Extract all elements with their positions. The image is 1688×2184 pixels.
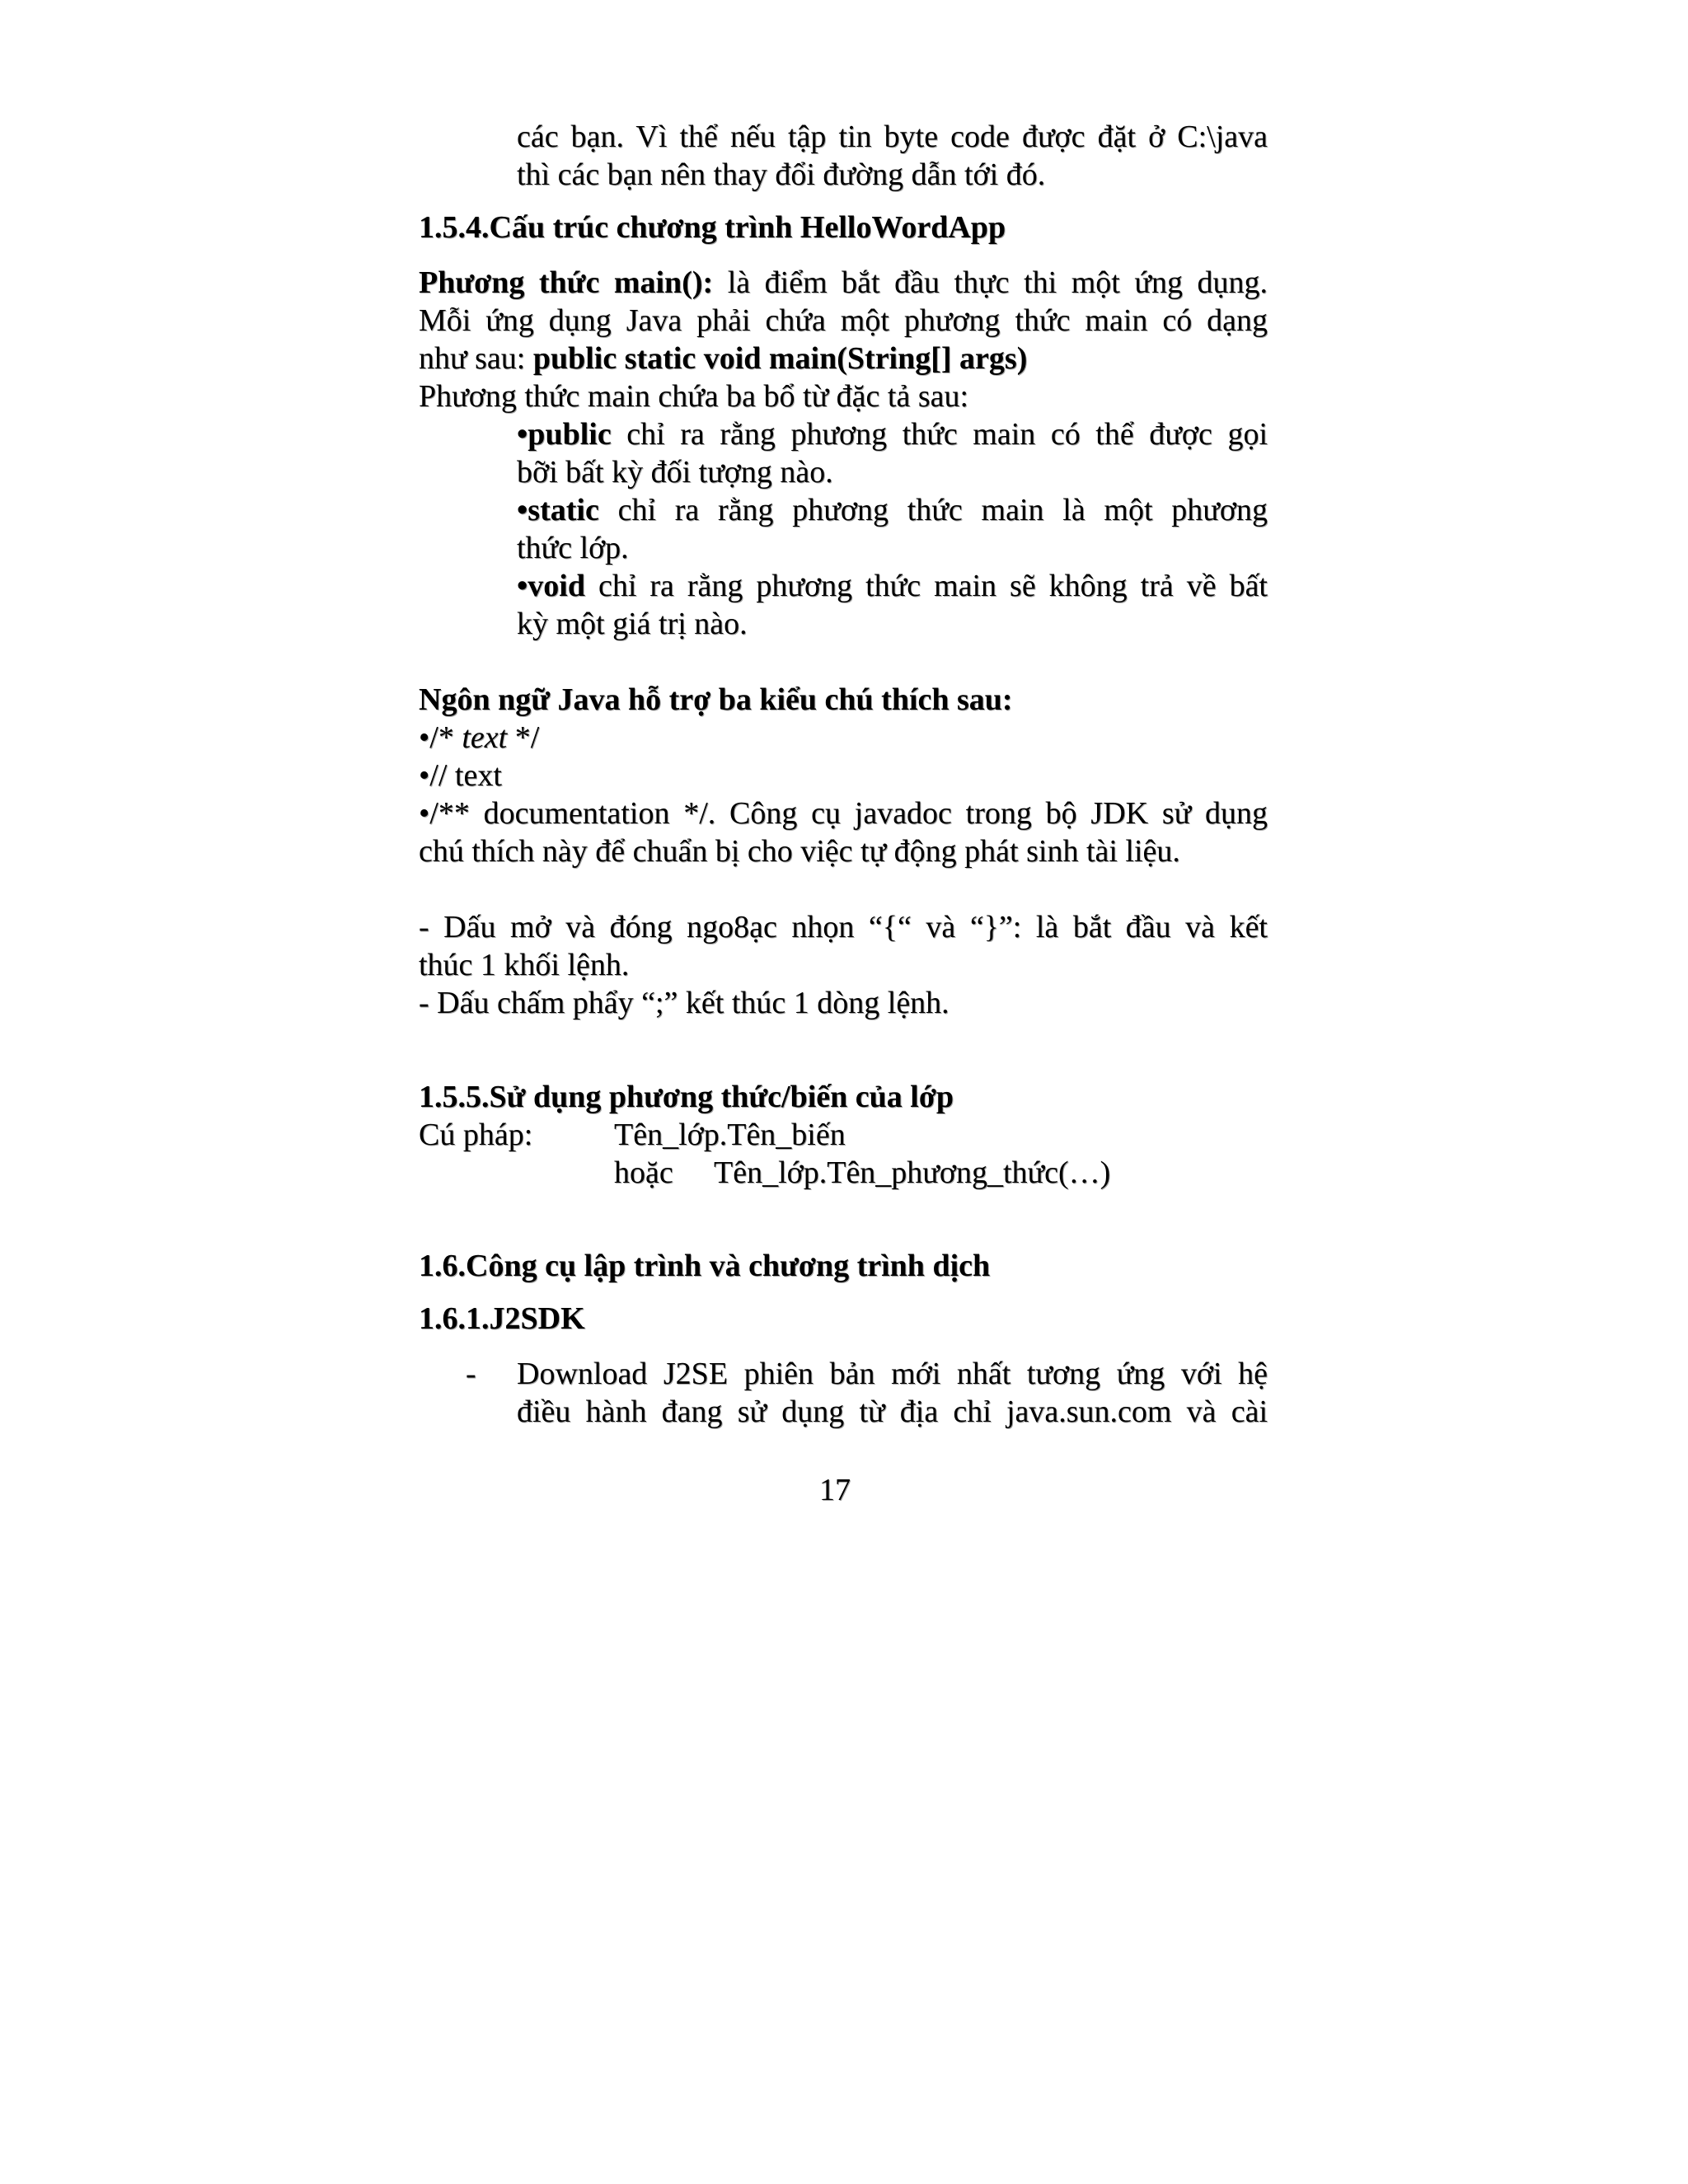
comment-style-3-line-1: •/** documentation */. Công cụ javadoc trong bộ JDK sử dụng <box>419 796 1268 831</box>
comment-1-close: */ <box>507 720 540 755</box>
comments-heading: Ngôn ngữ Java hỗ trợ ba kiểu chú thích sau: <box>419 682 1013 717</box>
main-method-line-3 <box>419 340 1268 377</box>
public-desc-1: chỉ ra rằng phương thức main có thể được gọi <box>611 417 1268 452</box>
static-modifier-line-1 <box>517 491 1268 529</box>
static-keyword: •static <box>517 493 599 527</box>
syntax-label: Cú pháp: <box>419 1118 533 1152</box>
semicolon-note: - Dấu chấm phẩy “;” kết thúc 1 dòng lệnh. <box>419 986 950 1020</box>
section-1-5-4-heading: 1.5.4.Cấu trúc chương trình HelloWordApp <box>419 210 1006 245</box>
void-modifier-line-2: kỳ một giá trị nào. <box>517 607 748 641</box>
syntax-method: Tên_lớp.Tên_phương_thức(…) <box>714 1155 1111 1190</box>
main-signature-prefix: như sau: <box>419 341 533 376</box>
main-signature-code: public static void main(String[] args) <box>532 341 1028 376</box>
syntax-or: hoặc <box>614 1155 673 1190</box>
brace-note-line-2: thúc 1 khối lệnh. <box>419 948 630 982</box>
public-modifier-line-1 <box>517 415 1268 453</box>
intro-line-1: các bạn. Vì thể nếu tập tin byte code được đặt ở C:\java <box>517 120 1268 154</box>
comment-style-3-line-2: chú thích này để chuẩn bị cho việc tự động phát sinh tài liệu. <box>419 834 1180 869</box>
section-1-6-1-heading: 1.6.1.J2SDK <box>419 1301 585 1336</box>
comment-1-text: text <box>462 720 508 755</box>
brace-note-line-1: - Dấu mở và đóng ngo8ạc nhọn “{“ và “}”: là bắt đầu và kết <box>419 910 1268 944</box>
j2sdk-item-line-1: Download J2SE phiên bản mới nhất tương ứng với hệ <box>517 1357 1268 1391</box>
section-1-5-5-heading: 1.5.5.Sử dụng phương thức/biến của lớp <box>419 1080 954 1114</box>
intro-line-2: thì các bạn nên thay đổi đường dẫn tới đó. <box>517 157 1046 192</box>
page-number: 17 <box>819 1473 851 1507</box>
static-modifier-line-2: thức lớp. <box>517 531 629 565</box>
j2sdk-item-line-2: điều hành đang sử dụng từ địa chỉ java.sun.com và cài <box>517 1394 1268 1429</box>
main-method-label: Phương thức main(): <box>419 265 714 300</box>
void-desc-1: chỉ ra rằng phương thức main sẽ không trả về bất <box>585 569 1268 603</box>
public-modifier-line-2: bỡi bất kỳ đối tượng nào. <box>517 455 833 490</box>
section-1-6-heading: 1.6.Công cụ lập trình và chương trình dịch <box>419 1249 991 1283</box>
main-method-line <box>419 264 1268 302</box>
static-desc-1: chỉ ra rằng phương thức main là một phương <box>598 493 1268 527</box>
comment-style-1 <box>419 719 1268 757</box>
main-method-desc: là điểm bắt đầu thực thi một ứng dụng. <box>713 265 1268 300</box>
void-modifier-line-1 <box>517 567 1268 605</box>
syntax-variable: Tên_lớp.Tên_biến <box>614 1118 846 1152</box>
comment-1-open: •/* <box>419 720 462 755</box>
list-dash: - <box>466 1357 476 1391</box>
modifiers-intro: Phương thức main chứa ba bổ từ đặc tả sau: <box>419 379 969 414</box>
void-keyword: •void <box>517 569 585 603</box>
comment-style-2: •// text <box>419 758 502 793</box>
main-method-line-2: Mỗi ứng dụng Java phải chứa một phương thức main có dạng <box>419 303 1268 338</box>
public-keyword: •public <box>517 417 612 452</box>
